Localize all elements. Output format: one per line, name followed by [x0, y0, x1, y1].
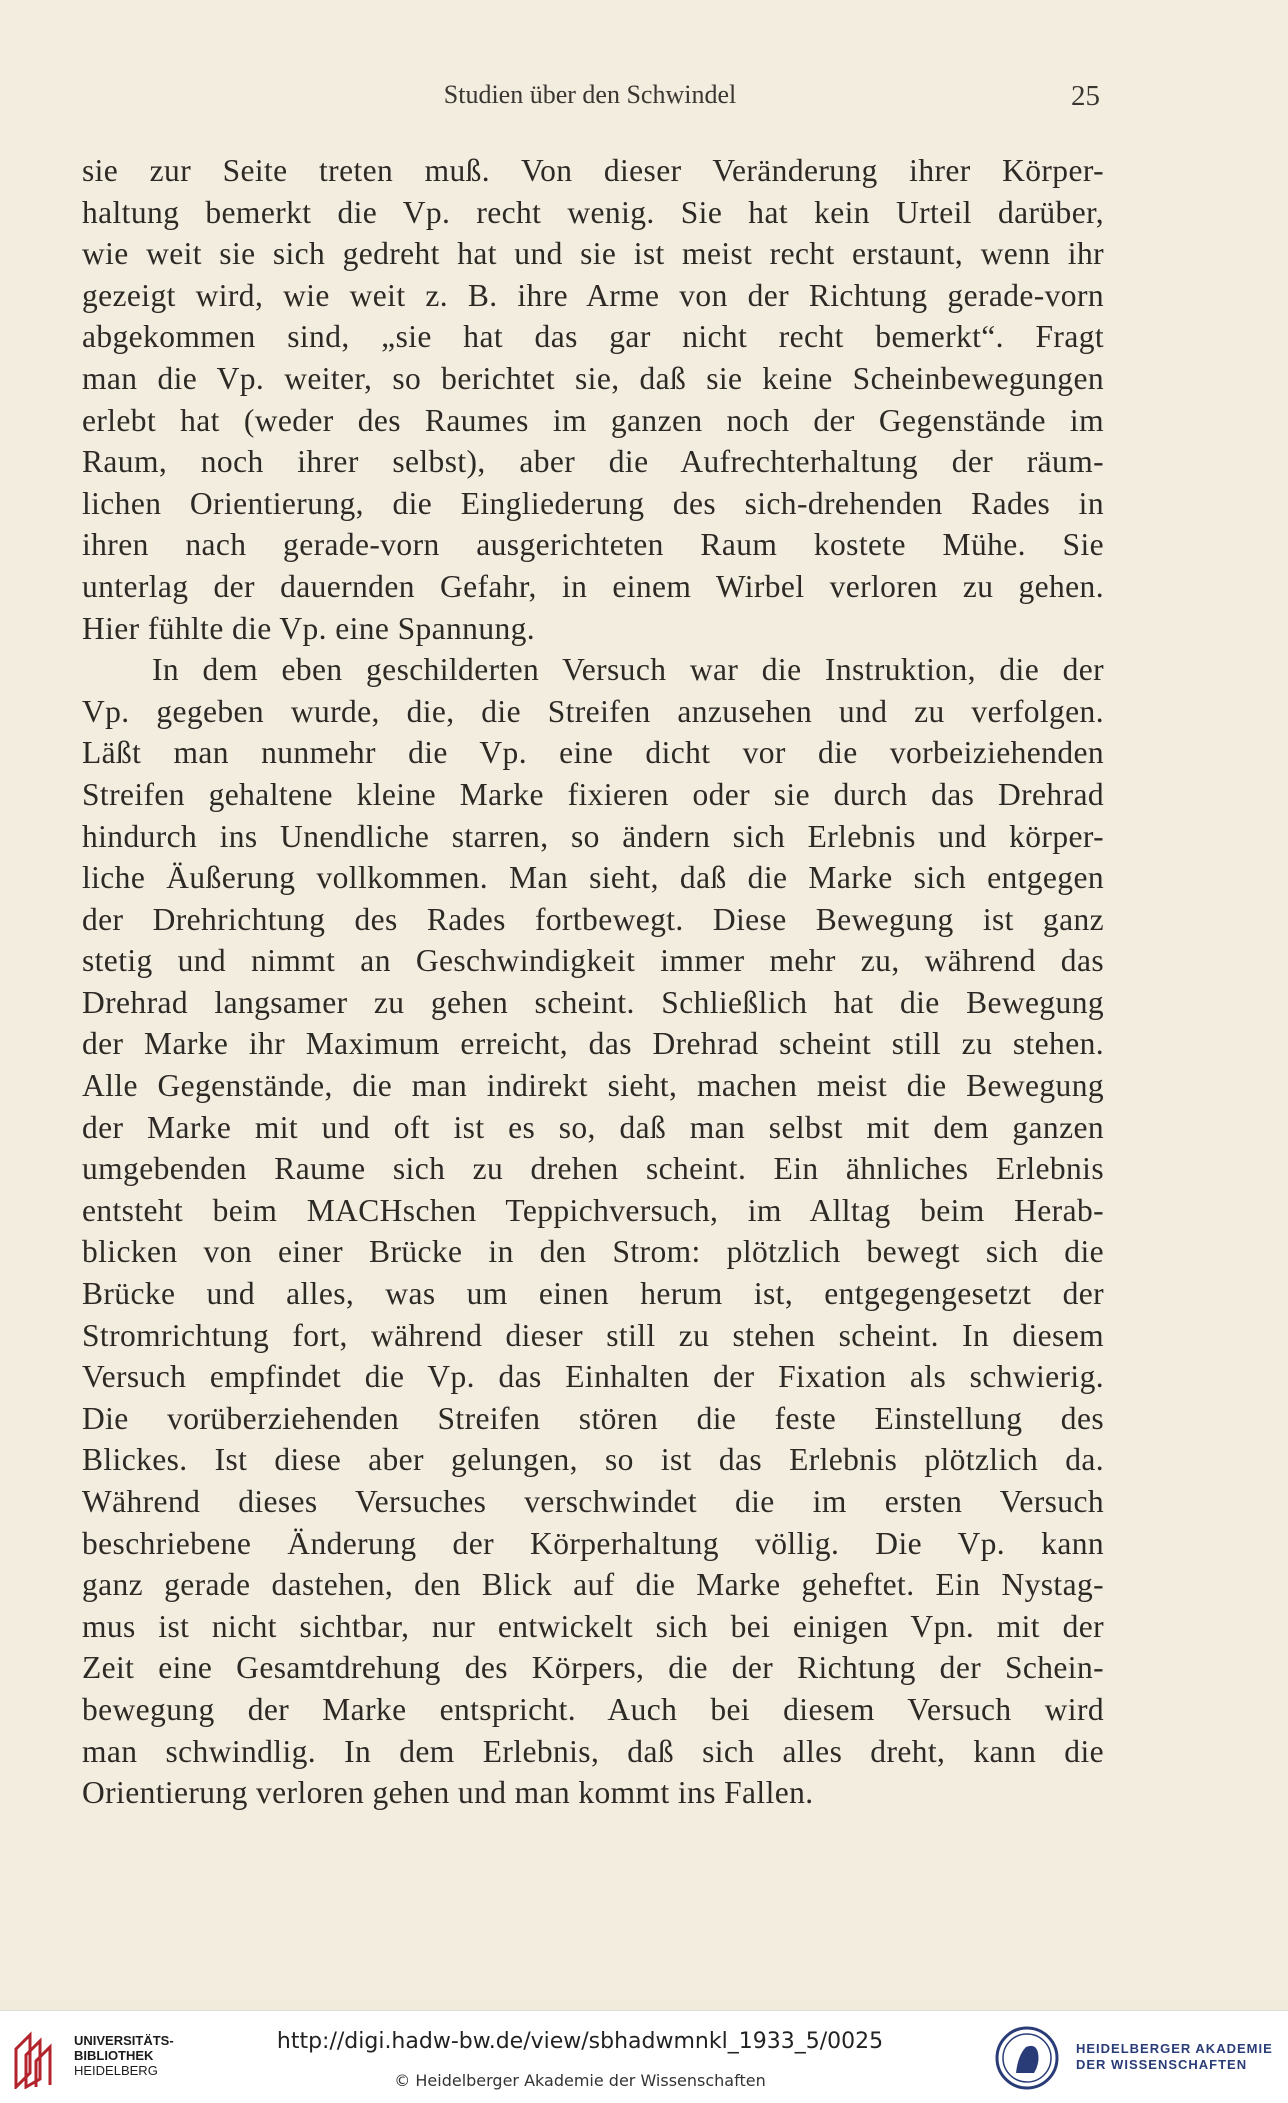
text-line: beschriebene Änderung der Körperhaltung völlig. Die Vp. kann — [82, 1525, 1104, 1561]
text-line: haltung bemerkt die Vp. recht wenig. Sie hat kein Urteil darüber, — [82, 194, 1104, 230]
viewer-footer — [0, 2010, 1288, 2103]
text-line: entsteht beim MACHschen Teppichversuch, im Alltag beim Herab- — [82, 1192, 1104, 1228]
text-line: Läßt man nunmehr die Vp. eine dicht vor die vorbeiziehenden — [82, 735, 1104, 771]
text-line: Brücke und alles, was um einen herum ist, entgegengesetzt der — [82, 1276, 1104, 1312]
text-line: stetig und nimmt an Geschwindigkeit immer mehr zu, während das — [82, 943, 1104, 979]
running-head — [80, 80, 1100, 120]
body-text — [82, 150, 1104, 1814]
text-line: der Marke ihr Maximum erreicht, das Drehrad scheint still zu stehen. — [82, 1026, 1104, 1062]
text-line: Raum, noch ihrer selbst), aber die Aufrechterhaltung der räum- — [82, 444, 1104, 480]
academy-seal-icon — [994, 2025, 1060, 2091]
text-line: Die vorüberziehenden Streifen stören die feste Einstellung des — [82, 1400, 1104, 1436]
page-number: 25 — [1071, 80, 1100, 112]
text-line: sie zur Seite treten muß. Von dieser Veränderung ihrer Körper- — [82, 153, 1104, 188]
text-line: hindurch ins Unendliche starren, so ändern sich Erlebnis und körper- — [82, 818, 1104, 854]
text-line: Zeit eine Gesamtdrehung des Körpers, die der Richtung der Schein- — [82, 1650, 1104, 1686]
copyright-notice: © Heidelberger Akademie der Wissenschaften — [394, 2071, 766, 2090]
text-line: umgebenden Raume sich zu drehen scheint. Ein ähnliches Erlebnis — [82, 1151, 1104, 1187]
academy-name: HEIDELBERGER AKADEMIE DER WISSENSCHAFTEN — [1076, 2041, 1273, 2072]
text-line: Orientierung verloren gehen und man kommt ins Fallen. — [82, 1775, 814, 1811]
permalink-url[interactable]: http://digi.hadw-bw.de/view/sbhadwmnkl_1933_5/0025 — [276, 2029, 884, 2054]
text-line: blicken von einer Brücke in den Strom: plötzlich bewegt sich die — [82, 1234, 1104, 1270]
text-line: ganz gerade dastehen, den Blick auf die Marke geheftet. Ein Nystag- — [82, 1567, 1104, 1603]
text-line: In dem eben geschilderten Versuch war die Instruktion, die der — [152, 652, 1104, 688]
text-line: Versuch empfindet die Vp. das Einhalten der Fixation als schwierig. — [82, 1359, 1104, 1395]
text-line: bewegung der Marke entspricht. Auch bei diesem Versuch wird — [82, 1691, 1104, 1727]
text-line: mus ist nicht sichtbar, nur entwickelt sich bei einigen Vpn. mit der — [82, 1608, 1104, 1644]
text-line: lichen Orientierung, die Eingliederung des sich-drehenden Rades in — [82, 485, 1104, 521]
text-line: Während dieses Versuches verschwindet die im ersten Versuch — [82, 1484, 1104, 1519]
text-line: Stromrichtung fort, während dieser still zu stehen scheint. In diesem — [82, 1317, 1104, 1353]
text-line: erlebt hat (weder des Raumes im ganzen noch der Gegenstände im — [82, 402, 1104, 438]
text-line: Blickes. Ist diese aber gelungen, so ist das Erlebnis plötzlich da. — [82, 1442, 1104, 1478]
text-line: Vp. gegeben wurde, die, die Streifen anzusehen und zu verfolgen. — [82, 693, 1104, 729]
text-line: liche Äußerung vollkommen. Man sieht, daß die Marke sich entgegen — [82, 860, 1104, 896]
text-line: man die Vp. weiter, so berichtet sie, daß sie keine Scheinbewegungen — [82, 360, 1104, 396]
text-line: unterlag der dauernden Gefahr, in einem Wirbel verloren zu gehen. — [82, 568, 1104, 604]
text-line: Alle Gegenstände, die man indirekt sieht, machen meist die Bewegung — [82, 1068, 1104, 1104]
text-line: der Drehrichtung des Rades fortbewegt. Diese Bewegung ist ganz — [82, 901, 1104, 937]
text-line: wie weit sie sich gedreht hat und sie ist meist recht erstaunt, wenn ihr — [82, 236, 1104, 272]
university-library-logo-icon — [12, 2029, 62, 2089]
text-line: abgekommen sind, „sie hat das gar nicht recht bemerkt“. Fragt — [82, 319, 1104, 355]
text-line: man schwindlig. In dem Erlebnis, daß sich alles dreht, kann die — [82, 1733, 1104, 1769]
text-line: ihren nach gerade-vorn ausgerichteten Raum kostete Mühe. Sie — [82, 527, 1104, 563]
university-library-name: UNIVERSITÄTS- BIBLIOTHEK HEIDELBERG — [74, 2033, 174, 2078]
text-line: gezeigt wird, wie weit z. B. ihre Arme von der Richtung gerade-vorn — [82, 277, 1104, 313]
text-line: Hier fühlte die Vp. eine Spannung. — [82, 610, 536, 646]
text-line: Drehrad langsamer zu gehen scheint. Schließlich hat die Bewegung — [82, 984, 1104, 1020]
text-line: Streifen gehaltene kleine Marke fixieren oder sie durch das Drehrad — [82, 776, 1104, 812]
running-title: Studien über den Schwindel — [443, 80, 737, 109]
text-line: der Marke mit und oft ist es so, daß man selbst mit dem ganzen — [82, 1109, 1104, 1145]
